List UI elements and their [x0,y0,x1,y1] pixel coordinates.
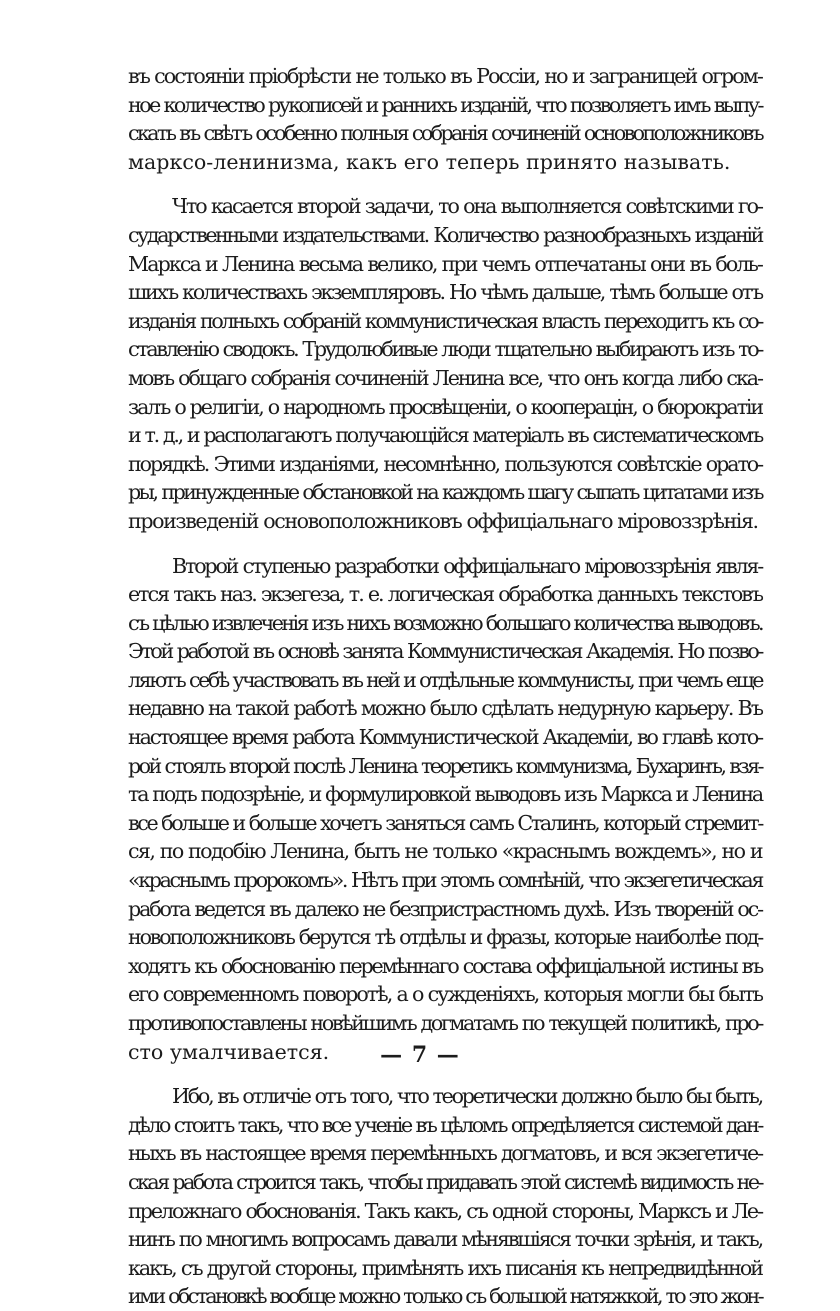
text-line: съ цѣлью извлеченія изъ нихъ возможно большаго количества выводовъ. [128,610,762,635]
text-line: въ состояніи пріобрѣсти не только въ Россіи, но и заграницей огром- [128,64,762,88]
text-line: Ибо, въ отличіе отъ того, что теоретически должно было бы быть, [172,1084,762,1109]
text-line: ся, по подобію Ленина, быть не только «краснымъ вождемъ», но и [128,839,762,864]
text-line: ходятъ къ обоснованію перемѣннаго состава оффиціальной истины въ [128,953,762,978]
paragraph-1 [128,62,762,176]
text-line: ляютъ себѣ участвовать въ ней и отдѣльные коммунисты, при чемъ еще [128,667,762,692]
text-line: рой стоялъ второй послѣ Ленина теоретикъ коммунизма, Бухаринъ, взя- [128,753,762,778]
text-line: ская работа строится такъ, чтобы придавать этой системѣ видимость не- [128,1169,762,1194]
text-line: какъ, съ другой стороны, примѣнять ихъ писанія къ непредвидѣнной [128,1255,762,1280]
text-line: преложнаго обоснованія. Такъ какъ, съ одной стороны, Марксъ и Ле- [128,1198,762,1223]
text-line: недавно на такой работѣ можно было сдѣлать недурную карьеру. Въ [128,696,762,721]
text-line: ставленію сводокъ. Трудолюбивые люди тщательно выбираютъ изъ то- [128,337,762,362]
text-line: ныхъ въ настоящее время перемѣнныхъ догматовъ, и вся экзегетиче- [128,1141,762,1166]
paragraph-4 [128,1082,762,1311]
text-line: все больше и больше хочетъ заняться самъ Сталинъ, который стремит- [128,810,762,835]
text-line: ется такъ наз. экзегеза, т. е. логическая обработка данныхъ текстовъ [128,582,762,607]
text-line: Второй ступенью разработки оффиціальнаго міровоззрѣнія явля- [172,553,762,578]
text-line: ры, принужденные обстановкой на каждомъ шагу сыпать цитатами изъ [128,480,762,505]
text-line: работа ведется въ далеко не безпристрастномъ духѣ. Изъ твореній ос- [128,896,762,921]
text-line: ное количество рукописей и раннихъ изданій, что позволяетъ имъ выпу- [128,92,762,117]
text-line: порядкѣ. Этими изданіями, несомнѣнно, пользуются совѣтскіе орато- [128,451,762,476]
text-line: «краснымъ пророкомъ». Нѣтъ при этомъ сомнѣній, что экзегетическая [128,868,762,893]
text-line: его современномъ поворотѣ, а о сужденіяхъ, которыя могли бы быть [128,982,762,1007]
text-line: шихъ количествахъ экземпляровъ. Но чѣмъ дальше, тѣмъ больше отъ [128,280,762,305]
text-line: марксо-ленинизма, какъ его теперь принято называть. [128,149,731,174]
text-line: противопоставлены новѣйшимъ догматамъ по текущей политикѣ, про- [128,1011,762,1035]
text-line: сто умалчивается. [128,1039,330,1064]
paragraph-2 [128,192,762,535]
page-number: — 7 — [380,1042,460,1068]
text-line: та подъ подозрѣніе, и формулировкой выводовъ изъ Маркса и Ленина [128,782,762,807]
text-line: ими обстановкѣ вообще можно только съ большой натяжкой, то это жон- [128,1284,762,1309]
text-line: и т. д., и располагаютъ получающійся матеріалъ въ систематическомъ [128,423,762,448]
text-line: мовъ общаго собранія сочиненій Ленина все, что онъ когда либо ска- [128,365,762,390]
text-line: изданія полныхъ собраній коммунистическая власть переходитъ къ со- [128,308,762,333]
text-line: нинъ по многимъ вопросамъ давали мѣнявшіяся точки зрѣнія, и такъ, [128,1227,762,1252]
text-line: Что касается второй задачи, то она выполняется совѣтскими го- [172,194,762,219]
page-body [128,62,762,1311]
text-line: залъ о религіи, о народномъ просвѣщеніи, о кооперацін, о бюрократіи [128,394,762,419]
text-line: новоположниковъ берутся тѣ отдѣлы и фразы, которые наиболѣе под- [128,925,762,950]
text-line: скать въ свѣтъ особенно полныя собранія сочиненій основоположниковъ [128,121,762,146]
paragraph-3 [128,552,762,1067]
text-line: дѣло стоитъ такъ, что все ученіе въ цѣломъ опредѣляется системой дан- [128,1112,762,1137]
text-line: Этой работой въ основѣ занята Коммунистическая Академія. Но позво- [128,639,762,664]
text-line: настоящее время работа Коммунистической Академіи, во главѣ кото- [128,725,762,750]
text-line: сударственными издательствами. Количество разнообразныхъ изданій [128,222,762,247]
text-line: Маркса и Ленина весьма велико, при чемъ отпечатаны они въ боль- [128,251,762,276]
text-line: произведеній основоположниковъ оффиціальнаго міровоззрѣнія. [128,508,758,533]
